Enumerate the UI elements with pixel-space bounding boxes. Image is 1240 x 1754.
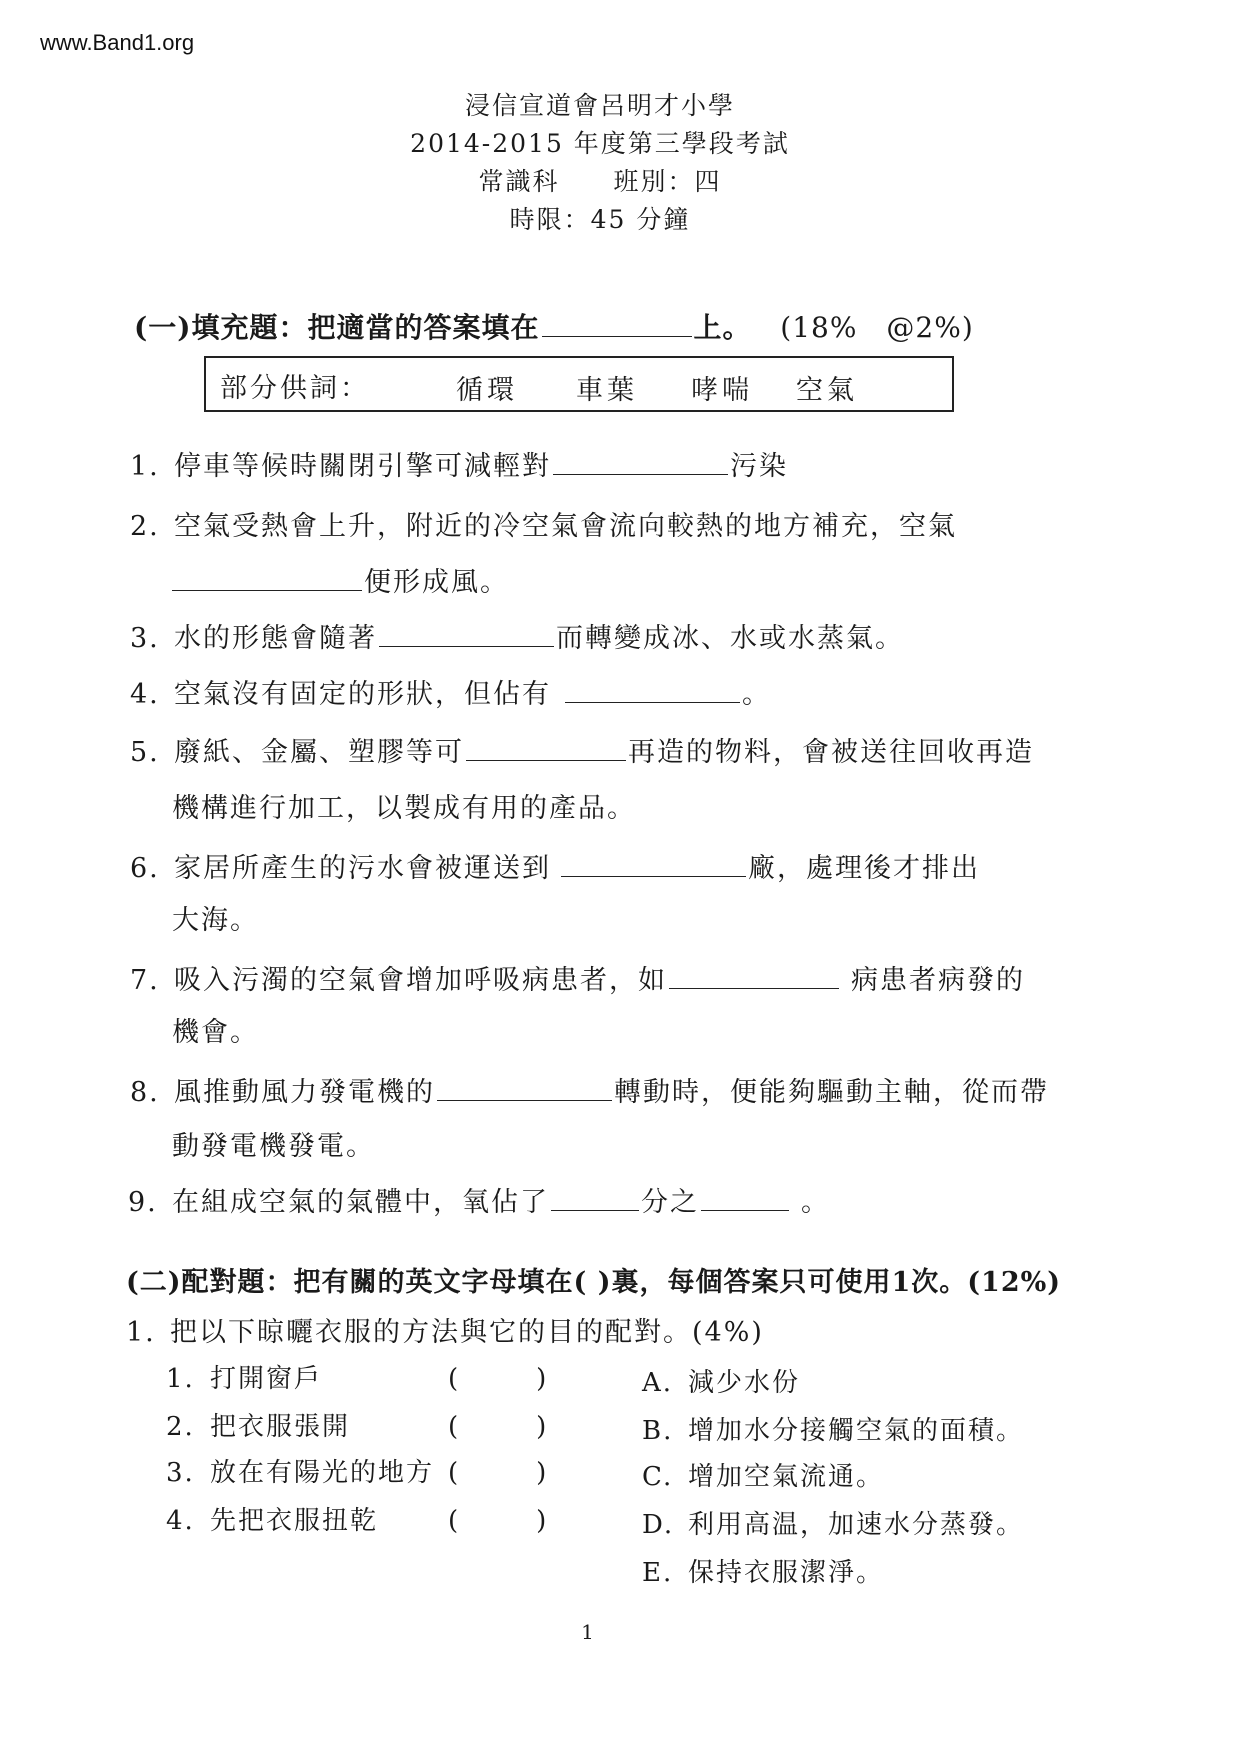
answer-paren[interactable]: ( ) — [448, 1364, 547, 1394]
question-1 — [130, 444, 788, 483]
match-text: 打開窗戶 — [210, 1364, 323, 1394]
question-5 — [130, 730, 1034, 769]
match-letter: A. — [642, 1368, 674, 1398]
question-text: 家居所產生的污水會被運送到 — [174, 853, 551, 884]
question-number: 7. — [130, 965, 160, 996]
question-text: 風推動風力發電機的 — [174, 1077, 435, 1108]
title-blank — [542, 335, 692, 337]
question-number: 2. — [130, 511, 160, 542]
match-number: 4. — [166, 1506, 195, 1536]
question-number: 5. — [130, 737, 160, 768]
question-text: 在組成空氣的氣體中，氧佔了 — [172, 1187, 549, 1218]
match-letter: D. — [642, 1510, 675, 1540]
word-bank-word: 車葉 — [576, 375, 638, 406]
exam-title: 2014-2015 年度第三學段考試 — [410, 129, 790, 158]
word-bank-word: 哮喘 — [691, 375, 753, 406]
question-number: 3. — [130, 623, 160, 654]
question-number: 4. — [130, 679, 160, 710]
word-bank-label: 部分供詞： — [220, 373, 370, 404]
section2-title: (二)配對題：把有關的英文字母填在( )裏，每個答案只可使用1次。(12%) — [126, 1267, 1062, 1298]
match-text: 保持衣服潔淨。 — [688, 1558, 885, 1588]
question-5-cont: 機構進行加工，以製成有用的產品。 — [172, 793, 636, 824]
site-watermark: www.Band1.org — [40, 30, 195, 55]
section2-question-1 — [126, 1310, 764, 1349]
question-text: 再造的物料，會被送往回收再造 — [628, 737, 1034, 768]
question-2-cont — [170, 560, 509, 599]
question-2 — [130, 504, 957, 543]
question-text: 廢紙、金屬、塑膠等可 — [174, 737, 464, 768]
question-8 — [130, 1070, 1049, 1109]
question-number: 9. — [128, 1187, 158, 1218]
answer-blank[interactable] — [561, 875, 746, 877]
answer-blank[interactable] — [669, 987, 839, 989]
match-text: 把衣服張開 — [210, 1412, 351, 1442]
match-text: 利用高温，加速水分蒸發。 — [688, 1510, 1025, 1540]
answer-blank[interactable] — [553, 473, 728, 475]
question-7 — [130, 958, 1025, 997]
page-number: 1 — [581, 1620, 594, 1644]
word-bank-box — [204, 356, 954, 412]
match-left-item — [166, 1500, 378, 1537]
question-text: 便形成風。 — [364, 567, 509, 598]
match-left-item — [166, 1452, 434, 1489]
word-bank-word: 循環 — [456, 375, 518, 406]
question-text: 分之 — [641, 1187, 699, 1218]
question-text: 把以下晾曬衣服的方法與它的目的配對。(4%) — [170, 1317, 764, 1348]
answer-blank[interactable] — [379, 645, 554, 647]
question-text: 空氣受熱會上升，附近的冷空氣會流向較熱的地方補充，空氣 — [174, 511, 957, 542]
question-number: 8. — [130, 1077, 160, 1108]
question-text: 。 — [801, 1187, 830, 1218]
question-3 — [130, 616, 904, 655]
answer-blank[interactable] — [701, 1209, 789, 1211]
question-text: 廠，處理後才排出 — [748, 853, 980, 884]
match-right-item — [642, 1456, 884, 1493]
question-number: 1. — [126, 1317, 156, 1348]
question-text: 水的形態會隨著 — [174, 623, 377, 654]
match-text: 放在有陽光的地方 — [210, 1458, 435, 1488]
question-6-cont: 大海。 — [172, 905, 259, 936]
answer-blank[interactable] — [466, 759, 626, 761]
question-6 — [130, 846, 980, 885]
answer-paren[interactable]: ( ) — [448, 1458, 547, 1488]
match-text: 增加水分接觸空氣的面積。 — [688, 1416, 1025, 1446]
match-number: 3. — [166, 1458, 195, 1488]
question-text: 空氣沒有固定的形狀，但佔有 — [174, 679, 551, 710]
match-left-item — [166, 1358, 322, 1395]
question-7-cont: 機會。 — [172, 1017, 259, 1048]
question-text: 而轉變成冰、水或水蒸氣。 — [556, 623, 904, 654]
question-text: 污染 — [730, 451, 788, 482]
question-number: 1. — [130, 451, 160, 482]
match-text: 增加空氣流通。 — [688, 1462, 885, 1492]
school-name: 浸信宣道會呂明才小學 — [464, 91, 735, 120]
question-9 — [128, 1180, 830, 1219]
answer-paren[interactable]: ( ) — [448, 1412, 547, 1442]
word-bank-word: 空氣 — [796, 375, 858, 406]
question-8-cont: 動發電機發電。 — [172, 1131, 375, 1162]
match-letter: B. — [642, 1416, 674, 1446]
match-text: 減少水份 — [688, 1368, 801, 1398]
match-letter: C. — [642, 1462, 674, 1492]
question-4 — [130, 672, 771, 711]
question-text: 轉動時，便能夠驅動主軸，從而帶 — [614, 1077, 1049, 1108]
match-right-item — [642, 1410, 1024, 1447]
match-text: 先把衣服扭乾 — [210, 1506, 379, 1536]
section1-title-post: 上。 — [693, 311, 752, 344]
match-right-item — [642, 1362, 800, 1399]
question-number: 6. — [130, 853, 160, 884]
question-text: 。 — [742, 679, 771, 710]
subject-class: 常識科 班別：四 — [478, 167, 722, 196]
section1-title-pre: (一)填充題：把適當的答案填在 — [134, 311, 540, 344]
question-text: 停車等候時關閉引擎可減輕對 — [174, 451, 551, 482]
match-number: 2. — [166, 1412, 195, 1442]
answer-paren[interactable]: ( ) — [448, 1506, 547, 1536]
answer-blank[interactable] — [172, 589, 362, 591]
question-text: 吸入污濁的空氣會增加呼吸病患者，如 — [174, 965, 667, 996]
match-left-item — [166, 1406, 350, 1443]
answer-blank[interactable] — [565, 701, 740, 703]
match-right-item — [642, 1552, 884, 1589]
time-limit: 時限：45 分鐘 — [509, 205, 691, 234]
match-letter: E. — [642, 1558, 674, 1588]
section1-score: (18% @2%) — [780, 311, 974, 344]
question-text: 病患者病發的 — [851, 965, 1025, 996]
answer-blank[interactable] — [551, 1209, 639, 1211]
match-number: 1. — [166, 1364, 195, 1394]
section1-title — [134, 306, 974, 346]
answer-blank[interactable] — [437, 1099, 612, 1101]
match-right-item — [642, 1504, 1024, 1541]
